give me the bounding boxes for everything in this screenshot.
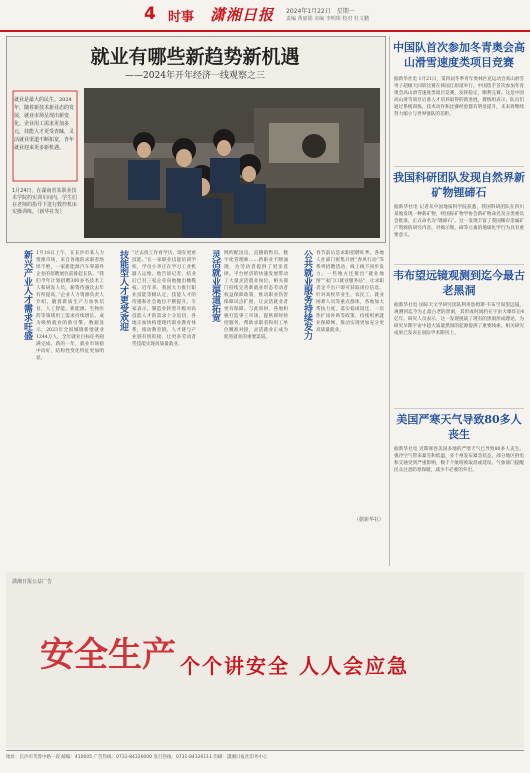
article-2-body: 据新华社电 记者从中国地质科学院获悉，我国科研团队在四川某地发现一种新矿物，经国际矿物学协会新矿物命名及分类委员会批准，正式命名为“锂碲石”。这一发现丰富了我国稀有金属矿产资源的研究内容，对揭示锂、碲等元素的地球化学行为具有重要意义。 xyxy=(394,205,524,238)
psa-big-characters xyxy=(36,596,186,716)
article-1-body: 据新华社电 1月21日，第四届冬季青年奥林匹克运动会高山滑雪男子超级大回转比赛在韩国江原道举行。中国选手首次参加冬青奥会高山滑雪速度类项目竞赛，发挥稳定，顺利完赛。这是中国高山滑雪项目后备人才培养取得的新进展。教练组表示，队员们通过系统训练，技术动作和比赛经验都有明显提升，未来将继续努力缩小与世界强队的差距。 xyxy=(394,77,524,117)
paper-logo: 潇湘日报 xyxy=(210,6,275,24)
news-photo xyxy=(84,88,380,238)
article-1-title: 中国队首次参加冬青奥会高山滑雪速度类项目竞赛 xyxy=(393,41,525,69)
article-4-title: 美国严寒天气导致80多人丧生 xyxy=(396,413,522,441)
lead-column-3: 网约配送员、直播销售员、数字化管理师……新职业不断涌现，为劳动者提供了更多选择。平台经济的快速发展带动了大量灵活就业岗位。相关部门持续完善新就业形态劳动者权益保障政策，推动职业伤害保障试点扩围，让灵活就业者更有保障。与此同时，各地积极打造零工市场，提供即时快招服务，帮助求职者和用工单位精准对接，灵活就业正成为促进就业的重要渠道。 xyxy=(224,251,288,340)
article-separator xyxy=(394,408,524,409)
photo-caption: 1月24日，在湖南省某职业技术学院的实训车间内，学生们在老师的指导下进行数控机床实操训练。（新华社发） xyxy=(12,188,78,215)
article-3-body: 据新华社电 国际天文学研究团队利用詹姆斯·韦布空间望远镜，观测到迄今为止最古老的黑洞，其形成时间约在宇宙大爆炸后4亿年。研究人员表示，这一发现挑战了现有的黑洞形成理论，为研究早期宇宙中超大质量黑洞的起源提供了重要线索。相关研究成果已发表在国际学术期刊上。 xyxy=(394,303,524,336)
article-2-title: 我国科研团队发现自然界新矿物锂碲石 xyxy=(393,171,525,199)
date-line: 2024年1月22日 星期一 xyxy=(286,8,355,15)
section-name: 时事 xyxy=(168,10,195,25)
page-number: 4 xyxy=(144,4,156,24)
lead-subtitle: ——2024年开年经济一线观察之三 xyxy=(125,71,265,81)
lead-column-4: 春节前后是求职招聘旺季。各地人社部门密集开展“春风行动”等系列招聘活动，线上线下同步发力。一些地方还推出“就业地图”“家门口就业服务站”，让求职者足不出户即可获取岗位信息。针对高校毕业生、农民工、就业困难人员等重点群体，各地加大帮扶力度，落实稳岗返还、一次性扩岗补助等政策，持续织密就业保障网，推动实现更加充分更高质量就业。 xyxy=(316,251,384,333)
psa-label: 潇湘日报公益广告 xyxy=(12,579,53,585)
subhead-2: 技能型人才更受欢迎 xyxy=(118,250,128,331)
editors-line: 责编 黄丽娟 美编 李明珠 校对 杜文鹏 xyxy=(286,16,369,22)
article-3-title: 韦布望远镜观测到迄今最古老黑洞 xyxy=(393,269,525,297)
article-separator xyxy=(394,166,524,167)
psa-big-text: 安全生产 xyxy=(40,635,176,675)
subhead-1: 新兴产业人才需求旺盛 xyxy=(22,250,32,340)
lead-column-1: 1月18日上午，在长沙市某人力资源市场，来自各地的求职者络绎不绝。一家新能源汽车零部件企业的招聘展位前排起长队。“我们今年计划招聘300多名技术工人和研发人员，薪资待遇比去年有所提高。”企业人力资源负责人介绍。随着新质生产力加快培育，人工智能、新能源、生物医药等领域用工需求持续增长，成为吸纳就业的新引擎。数据显示，2023年全国城镇新增就业1244万人，全年就业目标任务圆满完成。新的一年，就业市场稳中向好，结构性变化特征更加明显。 xyxy=(36,251,104,361)
subhead-4: 公共就业服务持续发力 xyxy=(302,250,312,340)
lead-quote: 就业是最大的民生。2024年，随着新技术新业态的发展，就业市场呈现出新变化。企业用工需求更加多元，技能人才更受青睐，灵活就业渠道不断拓宽，青年就业迎来更多新机遇。 xyxy=(14,97,75,151)
footer-rule xyxy=(6,750,524,751)
article-4-body: 据新华社电 近期席卷美国多地的严寒天气已导致80多人丧生。强冷空气带来暴雪和低温，多个州发布紧急状态，部分地区供电和交通受到严重影响，数千个航班被取消或延误。气象部门提醒民众注意防寒保暖，减少不必要的外出。 xyxy=(394,447,524,473)
lead-title: 就业有哪些新趋势新机遇 xyxy=(90,46,300,68)
subhead-3: 灵活就业渠道拓宽 xyxy=(210,250,220,322)
article-separator xyxy=(394,264,524,265)
column-divider xyxy=(389,36,390,566)
lead-column-2: “过去找工作看学历，现在更看技能。”在一家职业技能培训学校，学员小李正在学习工业机器人运维。他告诉记者，结业后已有三家企业向他抛出橄榄枝。近年来，我国大力推行职业技能等级认定，技能人才的待遇和社会地位不断提升。专家表示，制造业转型升级对高技能人才的需求十分迫切，各地正加快构建现代职业教育体系，推动教育链、人才链与产业链有机衔接，让更多劳动者凭技能实现高质量就业。 xyxy=(132,251,196,347)
footer-info: 地址：长沙市芙蓉中路一段 邮编：410005 广告热线：0731-84326000 发行热线：0731-84326111 印刷：潇湘日报社印务中心 xyxy=(6,755,268,760)
psa-slogan: 个个讲安全 人人会应急 xyxy=(180,654,409,678)
lead-byline: （据新华社） xyxy=(353,517,384,523)
